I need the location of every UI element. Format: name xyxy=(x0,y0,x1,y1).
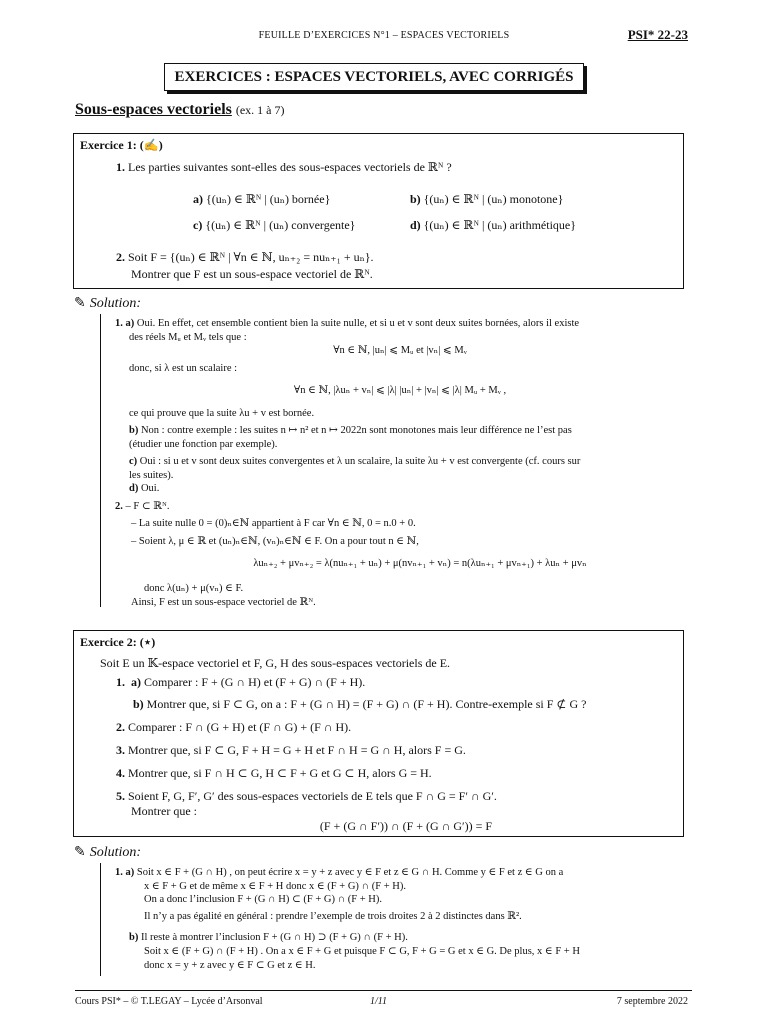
section-note: (ex. 1 à 7) xyxy=(235,103,285,117)
solution-2-heading xyxy=(74,844,141,861)
footer-date: 7 septembre 2022 xyxy=(616,996,688,1007)
footer-rule xyxy=(75,990,692,991)
sol2-a1-text: Soit x ∈ F + (G ∩ H) , on peut écrire x = y + z avec y ∈ F et z ∈ G ∩ H. Comme y ∈ F et z ∈ G on a xyxy=(136,867,564,878)
ex1-question-2b: Montrer que F est un sous-espace vectoriel de ℝᴺ. xyxy=(131,267,373,281)
sol2-line-a1: 1. a) Soit x ∈ F + (G ∩ H) , on peut écrire x = y + z avec y ∈ F et z ∈ G ∩ H. Comme y ∈ F et z ∈ G on a xyxy=(115,867,564,878)
sol1-line-4: ce qui prouve que la suite λu + v est bornée. xyxy=(129,408,315,419)
ex2-question-3: 3. Montrer que, si F ⊂ G, F + H = G + H et F ∩ H = G ∩ H, alors F = G. xyxy=(116,743,466,757)
ex2-q4-text: Montrer que, si F ∩ H ⊂ G, H ⊂ F + G et G ⊂ H, alors G = H. xyxy=(128,766,432,780)
sol1-line-6: (étudier une fonction par exemple). xyxy=(129,439,278,450)
sol2-line-a2: x ∈ F + G et de même x ∈ F + H donc x ∈ (F + G) ∩ (F + H). xyxy=(144,881,406,892)
sol2-line-a3: On a donc l’inclusion F + (G ∩ H) ⊂ (F + G) ∩ (F + H). xyxy=(144,894,382,905)
ex1-b-text: {(uₙ) ∈ ℝᴺ | (uₙ) monotone} xyxy=(423,192,564,206)
sol1-formula-2: ∀n ∈ ℕ, |λuₙ + vₙ| ⩽ |λ| |uₙ| + |vₙ| ⩽ |λ| Mᵤ + Mᵥ , xyxy=(293,385,507,396)
sol1-m1-text: – F ⊂ ℝᴺ. xyxy=(125,501,170,512)
ex1-question-2: 2. Soit F = {(uₙ) ∈ ℝᴺ | ∀n ∈ ℕ, uₙ₊₂ = nuₙ₊₁ + uₙ}. xyxy=(116,250,374,264)
sol1-line-2: des réels Mᵤ et Mᵥ tels que : xyxy=(129,332,247,343)
ex2-q5a-text: Soient F, G, F′, G′ des sous-espaces vectoriels de E tels que F ∩ G = F′ ∩ G′. xyxy=(128,789,497,803)
ex2-question-1a: 1. a) Comparer : F + (G ∩ H) et (F + G) ∩ (F + H). xyxy=(116,675,366,689)
page-number: 1/11 xyxy=(370,996,388,1007)
ex2-question-1b: b) Montrer que, si F ⊂ G, on a : F + (G ∩ H) = (F + G) ∩ (F + H). Contre-exemple si F ⊄ G ? xyxy=(133,697,587,711)
sol1-l5-text: Non : contre exemple : les suites n ↦ n² et n ↦ 2022n sont monotones mais leur différence ne l’est pas xyxy=(140,425,572,436)
ex1-c-text: {(uₙ) ∈ ℝᴺ | (uₙ) convergente} xyxy=(205,218,356,232)
page-header-class: PSI* 22-23 xyxy=(627,27,688,42)
exercise-1-box xyxy=(73,133,684,289)
ex2-q1a-text: Comparer : F + (G ∩ H) et (F + G) ∩ (F + H). xyxy=(144,675,366,689)
footer-left: Cours PSI* – © T.LEGAY – Lycée d’Arsonval xyxy=(75,996,263,1007)
ex1-option-b: b) {(uₙ) ∈ ℝᴺ | (uₙ) monotone} xyxy=(410,192,564,206)
sol1-l7-text: Oui : si u et v sont deux suites convergentes et λ un scalaire, la suite λu + v est convergente (cf. cours sur xyxy=(139,456,581,467)
pencil-icon: ✎ xyxy=(74,296,86,311)
solution-1-label: Solution: xyxy=(89,296,142,311)
ex2-question-4: 4. Montrer que, si F ∩ H ⊂ G, H ⊂ F + G et G ⊂ H, alors G = H. xyxy=(116,766,432,780)
sol1-l1-text: Oui. En effet, cet ensemble contient bien la suite nulle, et si u et v sont deux suites bornées, alors il existe xyxy=(136,318,580,329)
sol1-line-8: les suites). xyxy=(129,470,174,481)
sol1-line-m4: donc λ(uₙ) + μ(vₙ) ∈ F. xyxy=(144,583,244,594)
sol1-part-2: 2. – F ⊂ ℝᴺ. xyxy=(115,501,170,512)
ex2-q3-text: Montrer que, si F ⊂ G, F + H = G + H et F ∩ H = G ∩ H, alors F = G. xyxy=(128,743,466,757)
sol2-line-a4: Il n’y a pas égalité en général : prendre l’exemple de trois droites 2 à 2 distinctes dans ℝ². xyxy=(144,911,522,922)
sol1-formula-1: ∀n ∈ ℕ, |uₙ| ⩽ Mᵤ et |vₙ| ⩽ Mᵥ xyxy=(333,345,467,356)
ex2-intro: Soit E un 𝕂-espace vectoriel et F, G, H des sous-espaces vectoriels de E. xyxy=(100,656,451,670)
sol1-line-9: d) Oui. xyxy=(129,483,160,494)
exercise-2-heading xyxy=(80,635,155,650)
ex2-formula-5: (F + (G ∩ F′)) ∩ (F + (G ∩ G′)) = F xyxy=(319,819,493,833)
ex2-question-5b: Montrer que : xyxy=(131,804,197,818)
ex2-q1b-text: Montrer que, si F ⊂ G, on a : F + (G ∩ H) = (F + G) ∩ (F + H). Contre-exemple si F ⊄ G ? xyxy=(146,697,587,711)
ex1-option-a: a) {(uₙ) ∈ ℝᴺ | (uₙ) bornée} xyxy=(193,192,331,206)
sol1-line-m2: – La suite nulle 0 = (0)ₙ∈ℕ appartient à F car ∀n ∈ ℕ, 0 = n.0 + 0. xyxy=(131,518,416,529)
ex1-question-1: 1. Les parties suivantes sont-elles des sous-espaces vectoriels de ℝᴺ ? xyxy=(116,160,452,174)
solution-2-margin-bar xyxy=(100,863,101,976)
solution-2-label: Solution: xyxy=(89,845,142,860)
sol1-formula-3: λuₙ₊₂ + μvₙ₊₂ = λ(nuₙ₊₁ + uₙ) + μ(nvₙ₊₁ + vₙ) = n(λuₙ₊₁ + μvₙ₊₁) + λuₙ + μvₙ xyxy=(253,558,587,569)
star-icon: (⋆) xyxy=(139,635,156,649)
document-title: EXERCICES : ESPACES VECTORIELS, AVEC CORRIGÉS xyxy=(164,63,584,91)
difficulty-icon: (✍) xyxy=(139,138,163,152)
sol1-line-m5: Ainsi, F est un sous-espace vectoriel de ℝᴺ. xyxy=(131,597,316,608)
solution-1-heading xyxy=(74,295,141,312)
sol2-line-b2: Soit x ∈ (F + G) ∩ (F + H) . On a x ∈ F + G et puisque F ⊂ G, F + G = G et x ∈ G. De plus, x ∈ F + H xyxy=(144,946,580,957)
page-header-title: FEUILLE D’EXERCICES N°1 – ESPACES VECTORIELS xyxy=(258,30,510,41)
exercise-1-title: Exercice 1: xyxy=(80,138,137,152)
sol1-line-1: 1. a) Oui. En effet, cet ensemble contient bien la suite nulle, et si u et v sont deux suites bornées, alors il existe xyxy=(115,318,580,329)
sol2-line-b3: donc x = y + z avec y ∈ F ⊂ G et z ∈ H. xyxy=(144,960,316,971)
section-heading xyxy=(75,101,285,119)
sol1-line-m3: – Soient λ, μ ∈ ℝ et (uₙ)ₙ∈ℕ, (vₙ)ₙ∈ℕ ∈ F. On a pour tout n ∈ ℕ, xyxy=(131,536,419,547)
sol2-b1-text: Il reste à montrer l’inclusion F + (G ∩ H) ⊃ (F + G) ∩ (F + H). xyxy=(140,932,408,943)
exercise-2-title: Exercice 2: xyxy=(80,635,137,649)
section-label: Sous-espaces vectoriels xyxy=(75,101,232,118)
ex1-d-text: {(uₙ) ∈ ℝᴺ | (uₙ) arithmétique} xyxy=(423,218,577,232)
ex1-q1-text: Les parties suivantes sont-elles des sous-espaces vectoriels de ℝᴺ ? xyxy=(128,160,452,174)
sol1-line-7: c) Oui : si u et v sont deux suites convergentes et λ un scalaire, la suite λu + v est convergente (cf. cours sur xyxy=(129,456,581,467)
ex1-a-text: {(uₙ) ∈ ℝᴺ | (uₙ) bornée} xyxy=(206,192,331,206)
sol2-line-b1: b) Il reste à montrer l’inclusion F + (G ∩ H) ⊃ (F + G) ∩ (F + H). xyxy=(129,932,408,943)
ex1-option-c: c) {(uₙ) ∈ ℝᴺ | (uₙ) convergente} xyxy=(193,218,356,232)
ex1-option-d: d) {(uₙ) ∈ ℝᴺ | (uₙ) arithmétique} xyxy=(410,218,577,232)
sol1-l9-text: Oui. xyxy=(140,483,160,494)
ex2-q2-text: Comparer : F ∩ (G + H) et (F ∩ G) + (F ∩ H). xyxy=(128,720,352,734)
ex2-question-5: 5. Soient F, G, F′, G′ des sous-espaces vectoriels de E tels que F ∩ G = F′ ∩ G′. xyxy=(116,789,497,803)
ex2-question-2: 2. Comparer : F ∩ (G + H) et (F ∩ G) + (F ∩ H). xyxy=(116,720,352,734)
sol1-line-3: donc, si λ est un scalaire : xyxy=(129,363,238,374)
sol1-line-5: b) Non : contre exemple : les suites n ↦ n² et n ↦ 2022n sont monotones mais leur différence ne l’est pas xyxy=(129,425,572,436)
ex1-q2-text: Soit F = {(uₙ) ∈ ℝᴺ | ∀n ∈ ℕ, uₙ₊₂ = nuₙ₊₁ + uₙ}. xyxy=(128,250,374,264)
pencil-icon: ✎ xyxy=(74,845,86,860)
exercise-1-heading xyxy=(80,138,163,153)
